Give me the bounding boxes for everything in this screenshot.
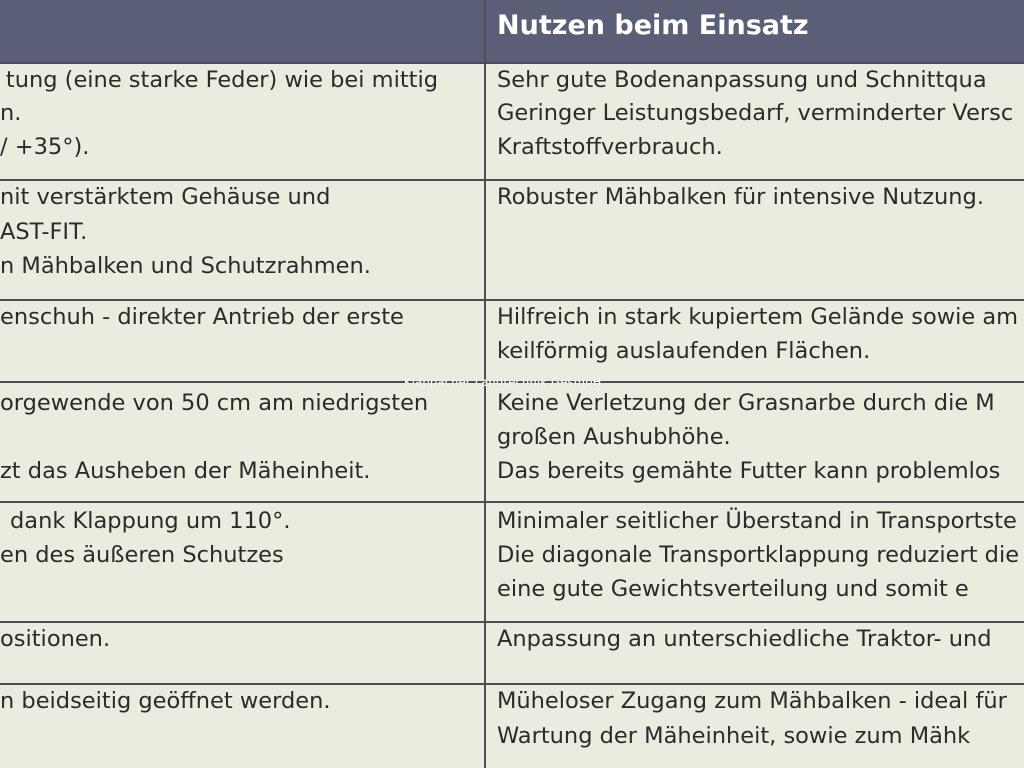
- table-header: [0, 0, 1024, 62]
- benefit-text: Kraftstoffverbrauch.: [497, 134, 723, 160]
- benefit-text: Das bereits gemähte Futter kann problemlos: [497, 458, 1001, 484]
- feature-cell: [0, 301, 484, 381]
- benefit-text: Sehr gute Bodenanpassung und Schnittqua: [497, 67, 987, 93]
- feature-text: zt das Ausheben der Mäheinheit.: [0, 458, 371, 484]
- benefit-cell: [486, 623, 1024, 683]
- header-cell-features: [0, 0, 485, 62]
- benefit-text: Müheloser Zugang zum Mähbalken - ideal für: [497, 688, 1007, 714]
- feature-text: tung (eine starke Feder) wie bei mittig: [5, 67, 438, 93]
- feature-text: en des äußeren Schutzes: [0, 542, 284, 568]
- feature-cell: [0, 64, 484, 179]
- table-row: [0, 503, 1024, 621]
- feature-text: ositionen.: [0, 626, 111, 652]
- table-row: [0, 685, 1024, 768]
- table-row: [0, 64, 1024, 179]
- feature-cell: [0, 383, 484, 501]
- benefit-text: Anpassung an unterschiedliche Traktor- und: [497, 626, 992, 652]
- benefit-text: Die diagonale Transportklappung reduziert die: [497, 542, 1020, 568]
- benefit-cell: [486, 181, 1024, 299]
- table-row: [0, 623, 1024, 683]
- header-cell-benefits: [485, 0, 1024, 62]
- benefit-cell: [486, 64, 1024, 179]
- feature-cell: [0, 503, 484, 621]
- benefit-text: eine gute Gewichtsverteilung und somit e: [497, 576, 969, 602]
- benefit-text: Hilfreich in stark kupiertem Gelände sowie am: [497, 304, 1019, 330]
- feature-cell: [0, 623, 484, 683]
- header-label-benefits: Nutzen beim Einsatz: [497, 10, 809, 41]
- watermark-text: Klappacher Landtechnik GesmbH: [404, 375, 602, 389]
- feature-text: enschuh - direkter Antrieb der erste: [0, 304, 404, 330]
- benefit-text: Geringer Leistungsbedarf, verminderter Versc: [497, 100, 1014, 126]
- feature-text: orgewende von 50 cm am niedrigsten: [0, 390, 429, 416]
- benefit-cell: [486, 503, 1024, 621]
- table-row: [0, 383, 1024, 501]
- feature-cell: [0, 181, 484, 299]
- feature-text: AST-FIT.: [0, 219, 88, 245]
- benefit-text: Wartung der Mäheinheit, sowie zum Mähk: [497, 723, 971, 749]
- benefit-text: großen Aushubhöhe.: [497, 424, 731, 450]
- benefit-text: keilförmig auslaufenden Flächen.: [497, 338, 871, 364]
- table-row: [0, 181, 1024, 299]
- feature-text: n beidseitig geöffnet werden.: [0, 688, 331, 714]
- feature-text: dank Klappung um 110°.: [10, 508, 291, 534]
- feature-cell: [0, 685, 484, 768]
- table-row: [0, 301, 1024, 381]
- feature-text: n Mähbalken und Schutzrahmen.: [0, 253, 371, 279]
- feature-text: / +35°).: [0, 134, 90, 160]
- feature-text: n.: [0, 100, 22, 126]
- benefit-cell: [486, 301, 1024, 381]
- benefit-text: Robuster Mähbalken für intensive Nutzung.: [497, 184, 984, 210]
- benefit-text: Keine Verletzung der Grasnarbe durch die M: [497, 390, 995, 416]
- benefit-text: Minimaler seitlicher Überstand in Transportste: [497, 508, 1017, 534]
- benefit-cell: [486, 383, 1024, 501]
- benefit-cell: [486, 685, 1024, 768]
- feature-text: nit verstärktem Gehäuse und: [0, 184, 331, 210]
